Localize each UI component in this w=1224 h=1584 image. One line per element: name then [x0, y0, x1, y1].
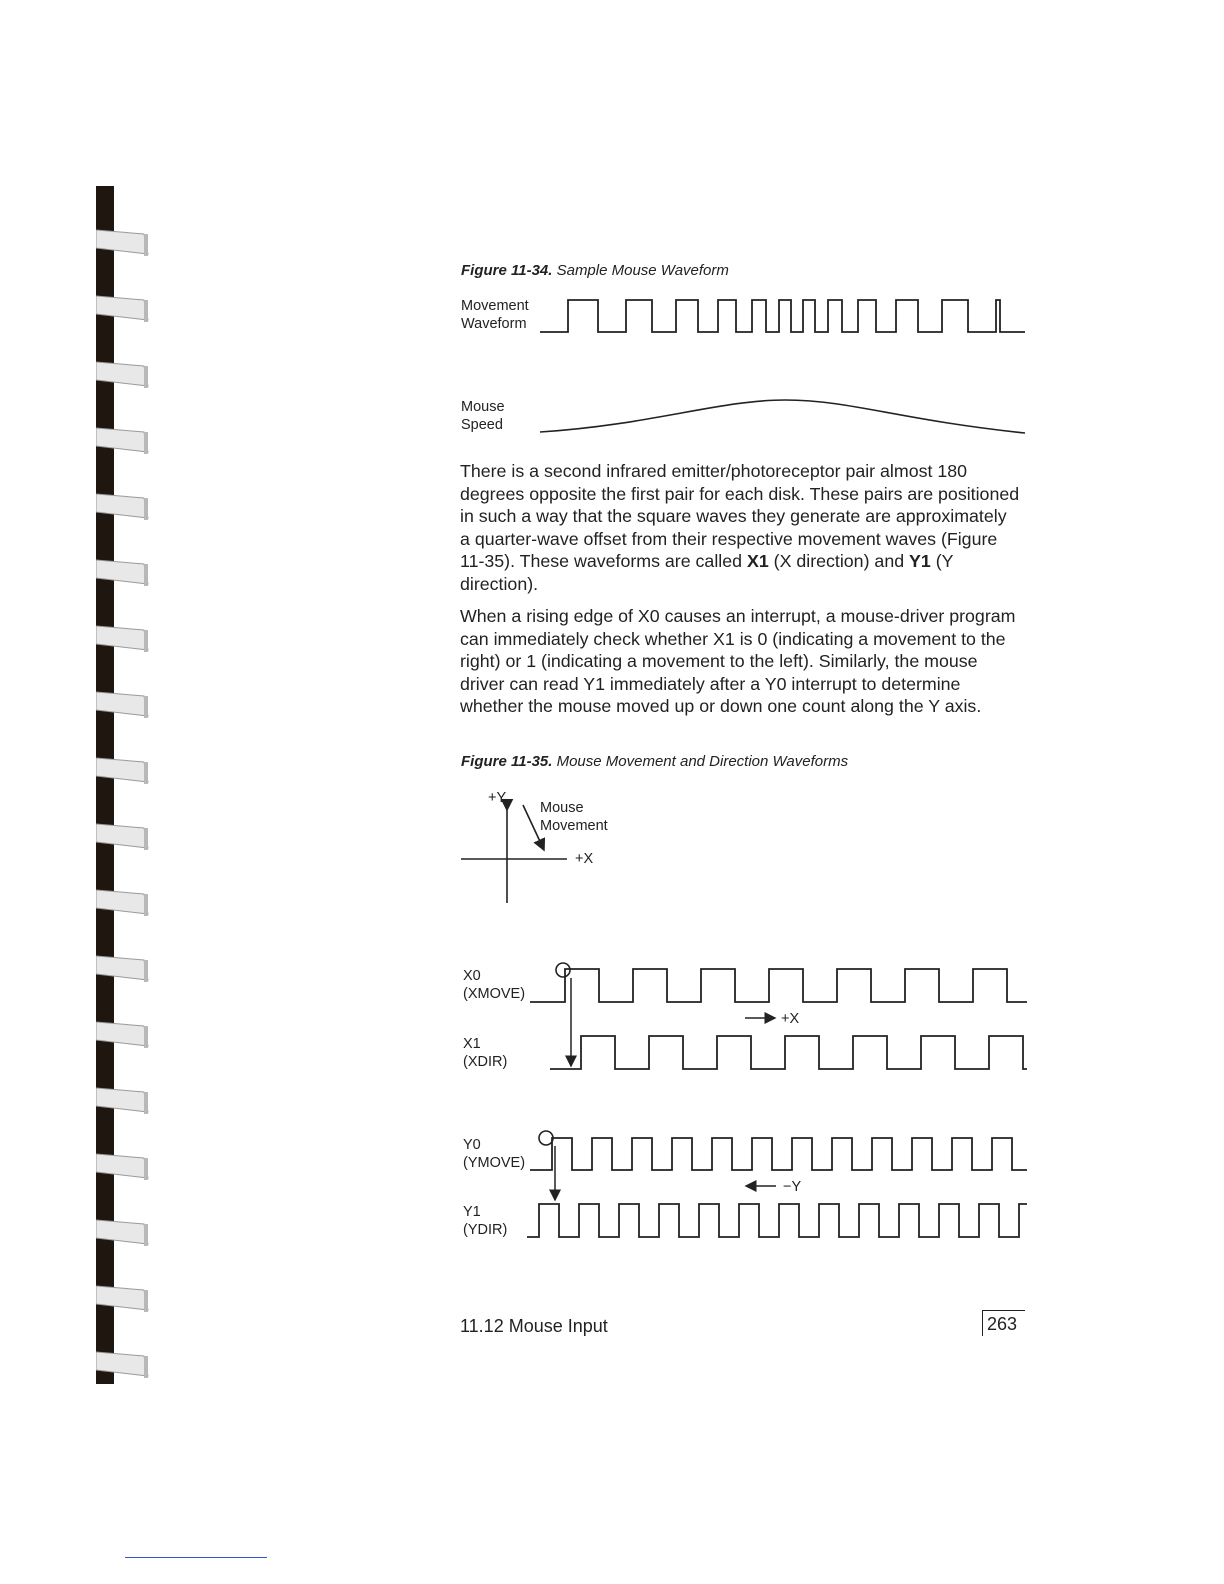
- label-line: (YDIR): [463, 1222, 508, 1238]
- x0-edge-marker: [556, 963, 570, 977]
- figure-34-title: Sample Mouse Waveform: [556, 262, 729, 279]
- plus-y-axis-label: +Y: [488, 790, 507, 806]
- label-line: Movement: [540, 818, 608, 834]
- bottom-rule: [125, 1557, 267, 1558]
- y1-waveform: [527, 1204, 1027, 1237]
- x1-label: [463, 1035, 507, 1071]
- figure-34-number: Figure 11-34.: [461, 262, 553, 279]
- label-line: Movement: [461, 298, 529, 314]
- x0-label: [463, 967, 525, 1003]
- label-line: X1: [463, 1036, 481, 1052]
- label-line: Mouse: [540, 800, 584, 816]
- text-run: (X direction) and: [768, 551, 910, 572]
- y-direction-label: −Y: [783, 1179, 802, 1195]
- label-line: Y1: [463, 1204, 481, 1220]
- mouse-movement-label: [540, 799, 608, 835]
- plus-x-axis-label: +X: [575, 851, 594, 867]
- y0-edge-marker: [539, 1131, 553, 1145]
- label-line: (XMOVE): [463, 986, 526, 1002]
- bold-term-x1: X1: [746, 551, 769, 572]
- label-line: Speed: [461, 417, 503, 433]
- x-direction-label: +X: [781, 1011, 800, 1027]
- body-paragraph-2: When a rising edge of X0 causes an interrupt, a mouse-driver program can immediately check whether X1 is 0 (indicating a movement to the right) or 1 (indicating a movement to the left). Similarly, the mouse driver can read Y1 immediately after a Y0 interrupt to determine whether the mouse moved up or down one count along the Y axis.: [460, 606, 1016, 717]
- page-number: 263: [982, 1310, 1025, 1336]
- label-line: X0: [463, 968, 481, 984]
- x0-waveform: [530, 969, 1027, 1002]
- label-line: (YMOVE): [463, 1155, 526, 1171]
- y0-waveform: [530, 1138, 1027, 1170]
- section-footer: 11.12 Mouse Input: [460, 1316, 608, 1336]
- label-line: (XDIR): [463, 1054, 508, 1070]
- label-line: Waveform: [461, 316, 527, 332]
- y0-label: [463, 1136, 525, 1172]
- label-line: Mouse: [461, 399, 505, 415]
- text-run: There is a second infrared emitter/photoreceptor pair almost 180 degrees opposite the first pair for each disk. These pairs are positioned in such a way that the square waves they generate are approximately a quarter-wave offset from their respective movement waves (Figure 11-35). These waveforms are called: [460, 461, 1020, 572]
- figure-35-title: Mouse Movement and Direction Waveforms: [556, 753, 849, 770]
- bold-term-y1: Y1: [909, 551, 931, 572]
- x1-waveform: [550, 1036, 1027, 1069]
- text-run: (Y direction).: [460, 551, 954, 594]
- label-line: Y0: [463, 1137, 481, 1153]
- y1-label: [463, 1203, 507, 1239]
- figure-35-number: Figure 11-35.: [461, 753, 553, 770]
